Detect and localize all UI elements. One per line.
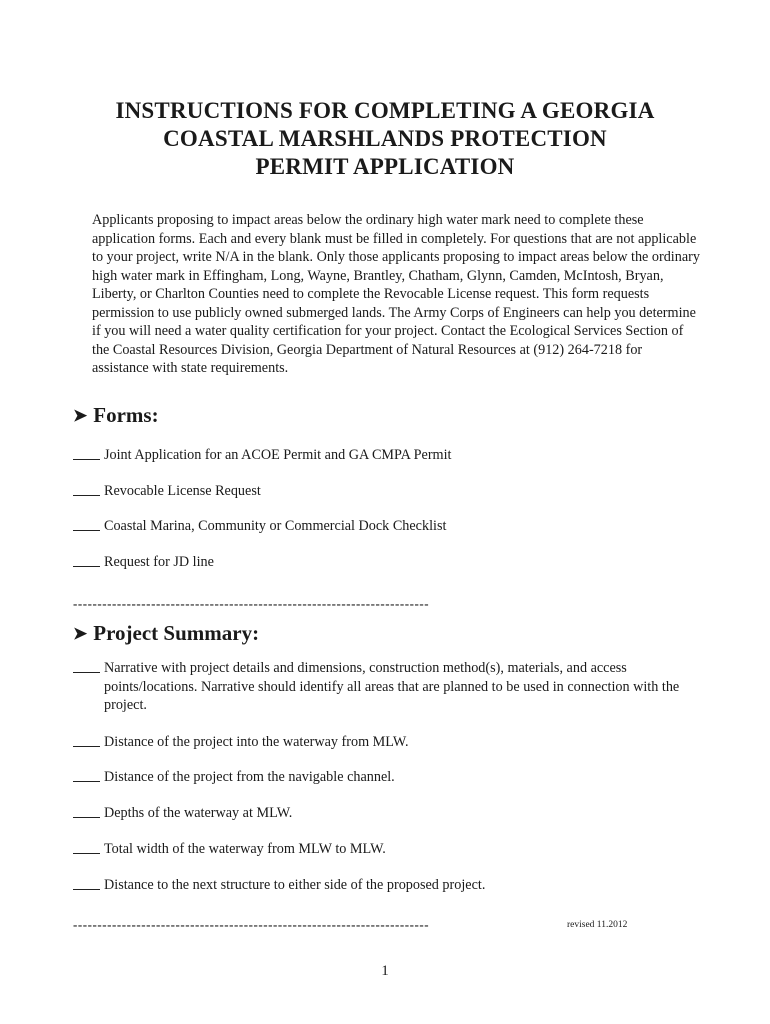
forms-item-revocable-license xyxy=(73,482,693,501)
project-summary-heading xyxy=(73,620,259,647)
item-label: Request for JD line xyxy=(104,554,214,570)
check-blank[interactable] xyxy=(73,768,100,782)
item-label: Narrative with project details and dimensions, construction method(s), materials, and access points/locations. Narrative should identify all areas that are planned to be used in connection with the project. xyxy=(104,660,680,713)
summary-item-depths xyxy=(73,804,693,823)
check-blank[interactable] xyxy=(73,482,100,496)
forms-item-jd-line xyxy=(73,553,693,572)
check-blank[interactable] xyxy=(73,804,100,818)
document-title xyxy=(0,97,770,181)
summary-item-distance-into-waterway xyxy=(73,733,693,752)
item-label: Distance of the project from the navigable channel. xyxy=(104,769,395,785)
check-blank[interactable] xyxy=(73,876,100,890)
footer-divider: ------------------------------------------------------------------------- xyxy=(73,917,430,932)
revision-date: revised 11.2012 xyxy=(567,920,628,930)
arrowhead-bullet-icon: ➤ xyxy=(73,624,88,643)
item-label: Coastal Marina, Community or Commercial Dock Checklist xyxy=(104,518,447,534)
forms-heading-label: Forms: xyxy=(93,403,159,427)
forms-item-dock-checklist xyxy=(73,517,693,536)
forms-item-joint-application xyxy=(73,446,693,465)
title-line-2: COASTAL MARSHLANDS PROTECTION xyxy=(163,126,607,151)
check-blank[interactable] xyxy=(73,553,100,567)
title-line-3: PERMIT APPLICATION xyxy=(255,154,515,179)
section-divider: ------------------------------------------------------------------------- xyxy=(73,596,430,611)
project-summary-heading-label: Project Summary: xyxy=(93,621,260,645)
check-blank[interactable] xyxy=(73,517,100,531)
summary-item-next-structure xyxy=(73,876,693,895)
arrowhead-bullet-icon: ➤ xyxy=(73,406,88,425)
item-label: Joint Application for an ACOE Permit and GA CMPA Permit xyxy=(104,447,452,463)
item-label: Distance to the next structure to either side of the proposed project. xyxy=(104,877,486,893)
title-line-1: INSTRUCTIONS FOR COMPLETING A GEORGIA xyxy=(115,98,655,123)
check-blank[interactable] xyxy=(73,840,100,854)
summary-item-distance-from-channel xyxy=(73,768,693,787)
item-label: Distance of the project into the waterway from MLW. xyxy=(104,734,409,750)
summary-item-narrative xyxy=(73,659,685,715)
check-blank[interactable] xyxy=(73,446,100,460)
check-blank[interactable] xyxy=(73,733,100,747)
item-label: Total width of the waterway from MLW to MLW. xyxy=(104,841,386,857)
summary-item-total-width xyxy=(73,840,693,859)
forms-heading xyxy=(73,402,159,429)
intro-paragraph: Applicants proposing to impact areas below the ordinary high water mark need to complete these application forms. Each and every blank must be filled in completely. For questions that are not applicable to your project, write N/A in the blank. Only those applicants proposing to impact areas below the ordinary high water mark in Effingham, Long, Wayne, Brantley, Chatham, Glynn, Camden, McIntosh, Bryan, Liberty, or Charlton Counties need to complete the Revocable License request. This form requests permission to use publicly owned submerged lands. The Army Corps of Engineers can help you determine if you will need a water quality certification for your project. Contact the Ecological Services Section of the Coastal Resources Division, Georgia Department of Natural Resources at (912) 264-7218 for assistance with state requirements. xyxy=(92,212,700,376)
item-label: Depths of the waterway at MLW. xyxy=(104,805,293,821)
page-number: 1 xyxy=(381,963,389,979)
item-label: Revocable License Request xyxy=(104,483,261,499)
check-blank[interactable] xyxy=(73,659,100,673)
